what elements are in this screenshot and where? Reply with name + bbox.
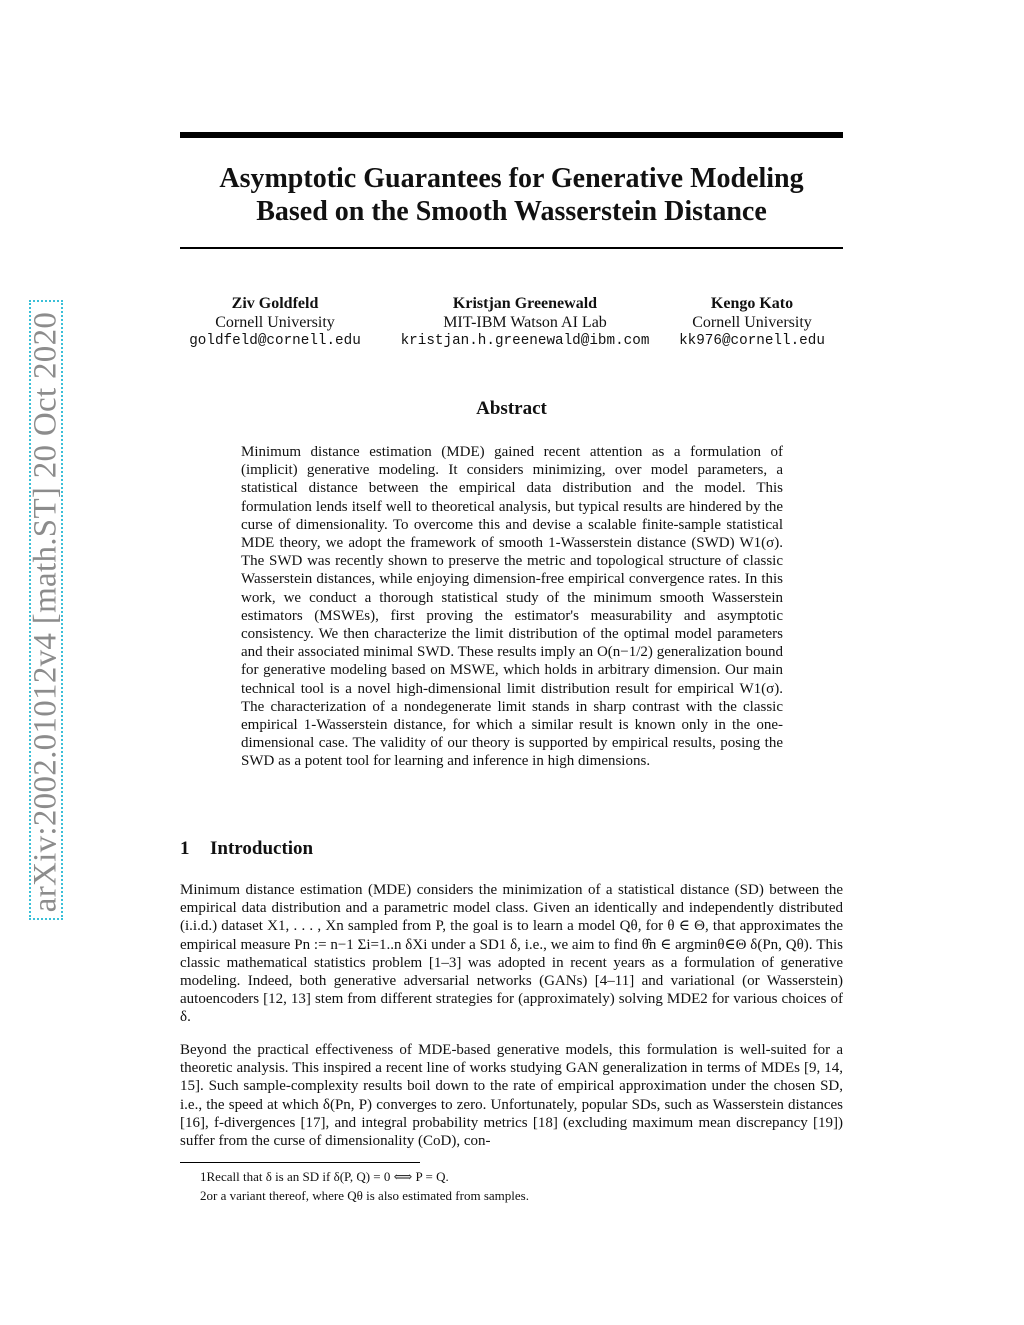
footnote-rule (180, 1162, 420, 1163)
intro-paragraph-1 (180, 881, 843, 1027)
author-3 (672, 295, 832, 351)
author-email[interactable]: kristjan.h.greenewald@ibm.com (400, 333, 650, 349)
section-number: 1 (180, 838, 190, 859)
abstract-body (241, 443, 783, 771)
author-name: Kristjan Greenewald (452, 295, 598, 312)
author-email[interactable]: kk976@cornell.edu (679, 333, 825, 349)
title-bottom-rule (180, 247, 843, 249)
author-name: Ziv Goldfeld (231, 295, 319, 312)
abstract-text: Minimum distance estimation (MDE) gained recent attention as a formulation of (implicit) generative modeling. It considers minimizing, over model parameters, a statistical distance between the empirical data distribution and the model. This formulation lends itself well to theoretical analysis, but typical results are hindered by the curse of dimensionality. To overcome this and devise a scalable finite-sample statistical MDE theory, we adopt the framework of smooth 1-Wasserstein distance (SWD) W1(σ). The SWD was recently shown to preserve the metric and topological structure of classic Wasserstein distances, while enjoying dimension-free empirical convergence rates. In this work, we conduct a thorough statistical study of the minimum smooth Wasserstein estimators (MSWEs), first proving the estimator's measurability and asymptotic consistency. We then characterize the limit distribution of the optimal model parameters and their associated minimal SWD. These results imply an O(n−1/2) generalization bound for generative modeling based on MSWE, which holds in arbitrary dimension. Our main technical tool is a novel high-dimensional limit distribution result for empirical W1(σ). The characterization of a nondegenerate limit stands in sharp contrast with the classic empirical 1-Wasserstein distance, for which a similar result is known only in the one-dimensional case. The validity of our theory is supported by empirical results, posing the SWD as a potent tool for learning and inference in high dimensions. (241, 444, 783, 770)
author-1 (180, 295, 370, 351)
title-line-1: Asymptotic Guarantees for Generative Modeling (219, 163, 804, 194)
footnote-2: 2or a variant thereof, where Qθ is also estimated from samples. (200, 1188, 529, 1203)
abstract-heading: Abstract (476, 398, 547, 419)
author-name: Kengo Kato (710, 295, 794, 312)
author-affiliation: MIT-IBM Watson AI Lab (443, 313, 607, 331)
footnote-1: 1Recall that δ is an SD if δ(P, Q) = 0 ⟺ P = Q. (200, 1169, 449, 1184)
paper-title (180, 162, 843, 228)
title-top-rule (180, 132, 843, 138)
section-heading (180, 838, 313, 860)
section-title: Introduction (210, 838, 314, 859)
title-line-2: Based on the Smooth Wasserstein Distance (256, 196, 767, 227)
author-2 (392, 295, 658, 351)
author-affiliation: Cornell University (692, 313, 812, 331)
arxiv-stamp[interactable]: arXiv:2002.01012v4 [math.ST] 20 Oct 2020 (27, 311, 64, 913)
paragraph-text: Minimum distance estimation (MDE) considers the minimization of a statistical distance (SD) between the empirical data distribution and a parametric model class. Given an identically and independently distributed (i.i.d.) dataset X1, . . . , Xn sampled from P, the goal is to learn a model Qθ, for θ ∈ Θ, that approximates the empirical measure Pn := n−1 Σi=1..n δXi under a SD1 δ, i.e., we aim to find θ̂n ∈ argminθ∈Θ δ(Pn, Qθ). This classic mathematical statistics problem [1–3] was adopted in recent years as a formulation of generative modeling. Indeed, both generative adversarial networks (GANs) [4–11] and variational (or Wasserstein) autoencoders [12, 13] stem from different strategies for (approximately) solving MDE2 for various choices of δ. (180, 882, 843, 1026)
author-affiliation: Cornell University (215, 313, 335, 331)
paragraph-text: Beyond the practical effectiveness of MDE-based generative models, this formulation is well-suited for a theoretic analysis. This inspired a recent line of works studying GAN generalization in terms of MDEs [9, 14, 15]. Such sample-complexity results boil down to the rate of empirical approximation under the chosen SD, i.e., the speed at which δ(Pn, P) converges to zero. Unfortunately, popular SDs, such as Wasserstein distances [16], f-divergences [17], and integral probability metrics [18] (excluding maximum mean discrepancy [19]) suffer from the curse of dimensionality (CoD), con- (180, 1042, 843, 1150)
author-email[interactable]: goldfeld@cornell.edu (189, 333, 361, 349)
intro-paragraph-2 (180, 1041, 843, 1150)
